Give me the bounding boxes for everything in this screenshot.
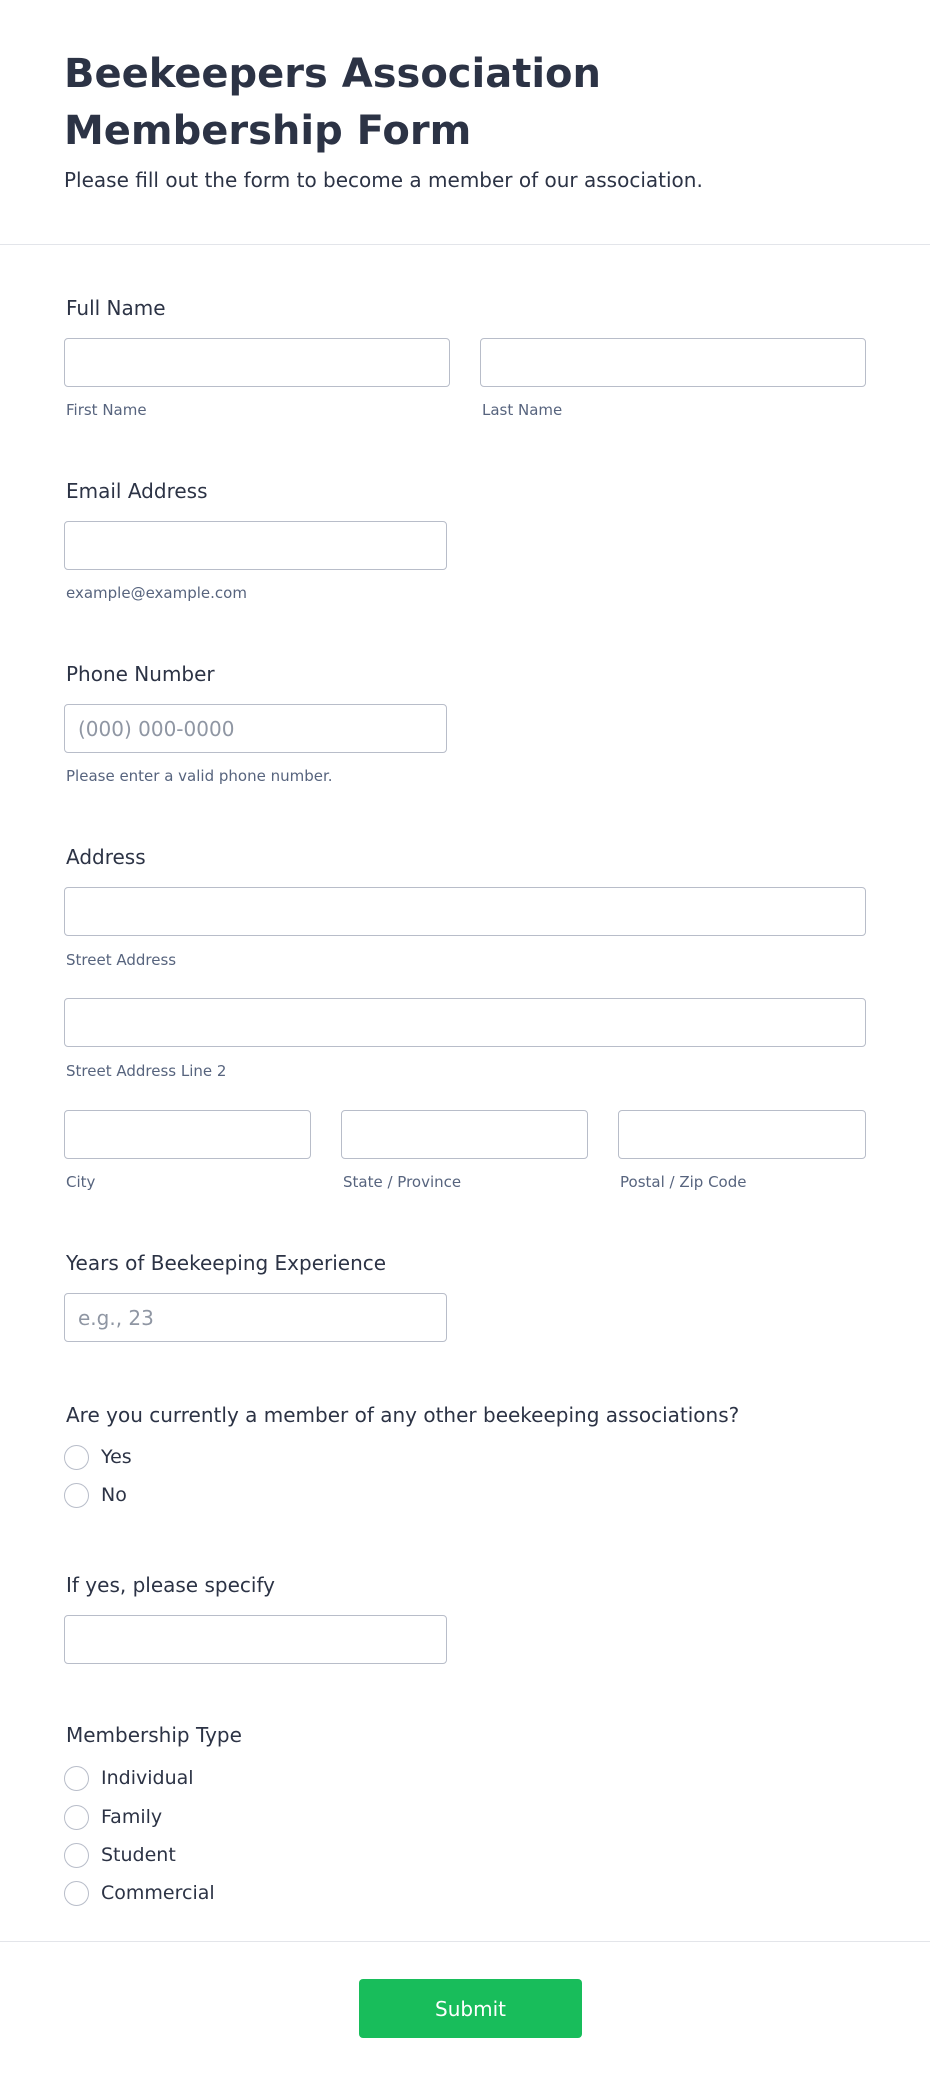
street-address-line2-sublabel: Street Address Line 2 xyxy=(66,1062,227,1080)
email-field[interactable] xyxy=(64,521,447,570)
radio-label: Yes xyxy=(101,1446,132,1468)
footer-divider xyxy=(0,1941,930,1942)
state-sublabel: State / Province xyxy=(343,1173,462,1191)
last-name-input[interactable] xyxy=(480,338,866,387)
street-address-sublabel: Street Address xyxy=(66,951,177,969)
city-sublabel: City xyxy=(66,1173,96,1191)
radio-option-student[interactable] xyxy=(64,1842,176,1868)
page-title: Beekeepers Association Membership Form xyxy=(64,51,602,154)
radio-option-yes[interactable] xyxy=(64,1444,132,1470)
last-name-sublabel: Last Name xyxy=(482,401,563,419)
street-address-line2-input[interactable] xyxy=(64,998,866,1047)
first-name-sublabel: First Name xyxy=(66,401,147,419)
form-header xyxy=(0,0,930,245)
radio-label: Commercial xyxy=(101,1882,215,1904)
radio-circle[interactable] xyxy=(64,1843,89,1868)
submit-button[interactable]: Submit xyxy=(359,1979,582,2038)
radio-option-family[interactable] xyxy=(64,1804,162,1830)
phone-sublabel: Please enter a valid phone number. xyxy=(66,767,333,785)
address-label: Address xyxy=(66,845,146,869)
postal-code-input[interactable] xyxy=(618,1110,866,1159)
experience-input[interactable] xyxy=(64,1293,447,1342)
email-label: Email Address xyxy=(66,479,208,503)
full-name-label: Full Name xyxy=(66,296,166,320)
experience-label: Years of Beekeeping Experience xyxy=(66,1251,387,1275)
radio-circle[interactable] xyxy=(64,1766,89,1791)
radio-circle[interactable] xyxy=(64,1805,89,1830)
radio-label: Student xyxy=(101,1844,176,1866)
email-sublabel: example@example.com xyxy=(66,584,247,602)
radio-label: Family xyxy=(101,1806,163,1828)
specify-input[interactable] xyxy=(64,1615,447,1664)
radio-circle[interactable] xyxy=(64,1445,89,1470)
radio-circle[interactable] xyxy=(64,1483,89,1508)
state-input[interactable] xyxy=(341,1110,588,1159)
radio-circle[interactable] xyxy=(64,1881,89,1906)
radio-label: Individual xyxy=(101,1767,194,1789)
radio-option-no[interactable] xyxy=(64,1482,127,1508)
radio-option-individual[interactable] xyxy=(64,1765,194,1791)
first-name-input[interactable] xyxy=(64,338,450,387)
phone-input[interactable] xyxy=(64,704,447,753)
radio-label: No xyxy=(101,1484,127,1506)
postal-code-sublabel: Postal / Zip Code xyxy=(620,1173,747,1191)
radio-option-commercial[interactable] xyxy=(64,1880,215,1906)
phone-label: Phone Number xyxy=(66,662,215,686)
city-input[interactable] xyxy=(64,1110,311,1159)
other-member-label: Are you currently a member of any other beekeeping associations? xyxy=(66,1403,740,1427)
membership-type-label: Membership Type xyxy=(66,1723,242,1747)
page-subtitle: Please fill out the form to become a member of our association. xyxy=(64,168,703,192)
specify-label: If yes, please specify xyxy=(66,1573,275,1597)
street-address-input[interactable] xyxy=(64,887,866,936)
